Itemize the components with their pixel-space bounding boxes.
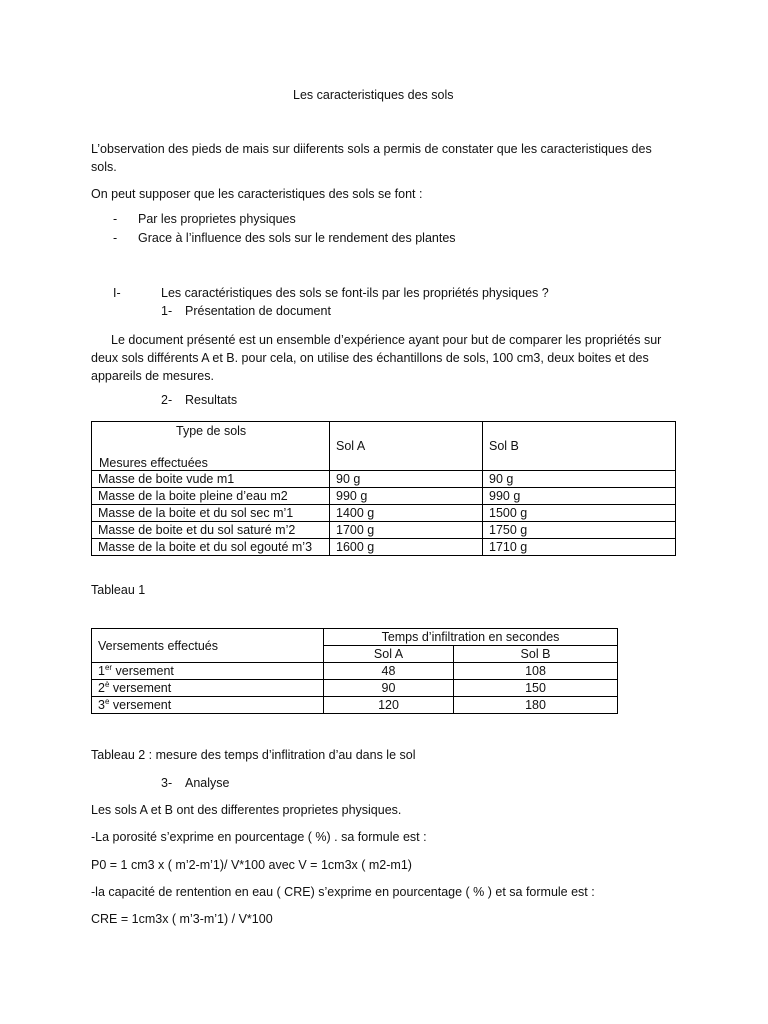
table-header-cell <box>92 422 330 471</box>
analysis-line: -la capacité de rentention en eau ( CRE) s’exprime en pourcentage ( % ) et sa formule est : <box>91 885 595 899</box>
ordinal-suffix: è <box>104 679 110 689</box>
cell-sol-a: 90 <box>324 680 454 697</box>
subsection-heading: Analyse <box>185 776 230 790</box>
section-heading: Les caractéristiques des sols se font-ils par les propriétés physiques ? <box>161 286 549 300</box>
table-row <box>92 697 618 714</box>
cell-sol-b: 108 <box>454 663 618 680</box>
subsection-number: 2- <box>161 393 173 407</box>
results-table <box>91 421 676 556</box>
intro-paragraph: L’observation des pieds de mais sur diiferents sols a permis de constater que les caracteristiques des sols. <box>91 142 652 174</box>
row-label: Masse de boite vude m1 <box>92 471 330 488</box>
cell-sol-a: 1400 g <box>330 505 483 522</box>
document-presentation-paragraph: Le document présenté est un ensemble d’expérience ayant pour but de comparer les propriétés sur deux sols différents A et B. pour cela, on utilise des échantillons de sols, 100 cm3, deux boites et des appareils de mesures. <box>91 333 662 383</box>
row-label <box>92 663 324 680</box>
ordinal-suffix: e <box>104 696 110 706</box>
analysis-line: Les sols A et B ont des differentes proprietes physiques. <box>91 803 402 817</box>
hypothesis-item: Grace à l’influence des sols sur le rendement des plantes <box>138 231 456 245</box>
row-number: 2 <box>98 681 105 695</box>
header-type-de-sols: Type de sols <box>176 424 247 438</box>
cell-sol-a: 990 g <box>330 488 483 505</box>
cell-sol-a: 120 <box>324 697 454 714</box>
row-text: versement <box>109 681 172 695</box>
cell-sol-a: 48 <box>324 663 454 680</box>
formula-line: P0 = 1 cm3 x ( m’2-m’1)/ V*100 avec V = 1cm3x ( m2-m1) <box>91 858 412 872</box>
row-text: versement <box>112 664 174 678</box>
table-row <box>92 471 676 488</box>
document-title: Les caracteristiques des sols <box>293 88 454 102</box>
formula-line: CRE = 1cm3x ( m’3-m’1) / V*100 <box>91 912 273 926</box>
cell-sol-b: 990 g <box>483 488 676 505</box>
column-header-sol-b: Sol B <box>483 422 676 471</box>
subsection-heading: Resultats <box>185 393 238 407</box>
cell-sol-a: 1600 g <box>330 539 483 556</box>
row-label <box>92 680 324 697</box>
cell-sol-b: 1500 g <box>483 505 676 522</box>
table-row <box>92 663 618 680</box>
row-label: Masse de la boite et du sol sec m’1 <box>92 505 330 522</box>
column-header-sol-b: Sol B <box>454 646 618 663</box>
cell-sol-b: 90 g <box>483 471 676 488</box>
subsection-number: 3- <box>161 776 173 790</box>
hypothesis-item: Par les proprietes physiques <box>138 212 296 226</box>
row-text: versement <box>109 698 172 712</box>
cell-sol-a: 1700 g <box>330 522 483 539</box>
table-row <box>92 680 618 697</box>
table-header-row <box>92 629 618 646</box>
analysis-line: -La porosité s’exprime en pourcentage ( %) . sa formule est : <box>91 830 427 844</box>
cell-sol-b: 1750 g <box>483 522 676 539</box>
row-label: Masse de la boite pleine d’eau m2 <box>92 488 330 505</box>
cell-sol-b: 150 <box>454 680 618 697</box>
row-label <box>92 697 324 714</box>
column-header-sol-a: Sol A <box>330 422 483 471</box>
table-caption: Tableau 1 <box>91 583 146 597</box>
bullet-dash: - <box>113 231 118 245</box>
table-row <box>92 488 676 505</box>
table-header-row <box>92 422 676 471</box>
ordinal-suffix: er <box>104 662 113 672</box>
table-row <box>92 522 676 539</box>
cell-sol-b: 1710 g <box>483 539 676 556</box>
row-number: 3 <box>98 698 105 712</box>
column-header-versements: Versements effectués <box>92 629 324 663</box>
subsection-number: 1- <box>161 304 173 318</box>
row-number: 1 <box>98 664 105 678</box>
table-row <box>92 539 676 556</box>
group-header-temps: Temps d’infiltration en secondes <box>324 629 618 646</box>
subsection-heading: Présentation de document <box>185 304 331 318</box>
bullet-dash: - <box>113 212 118 226</box>
row-label: Masse de la boite et du sol egouté m’3 <box>92 539 330 556</box>
table-row <box>92 505 676 522</box>
infiltration-table <box>91 628 618 714</box>
cell-sol-a: 90 g <box>330 471 483 488</box>
cell-sol-b: 180 <box>454 697 618 714</box>
column-header-sol-a: Sol A <box>324 646 454 663</box>
header-mesures: Mesures effectuées <box>99 456 208 470</box>
table-caption: Tableau 2 : mesure des temps d’inflitration d’au dans le sol <box>91 748 416 762</box>
section-number: I- <box>113 286 121 300</box>
row-label: Masse de boite et du sol saturé m’2 <box>92 522 330 539</box>
hypothesis-intro: On peut supposer que les caracteristiques des sols se font : <box>91 187 423 201</box>
